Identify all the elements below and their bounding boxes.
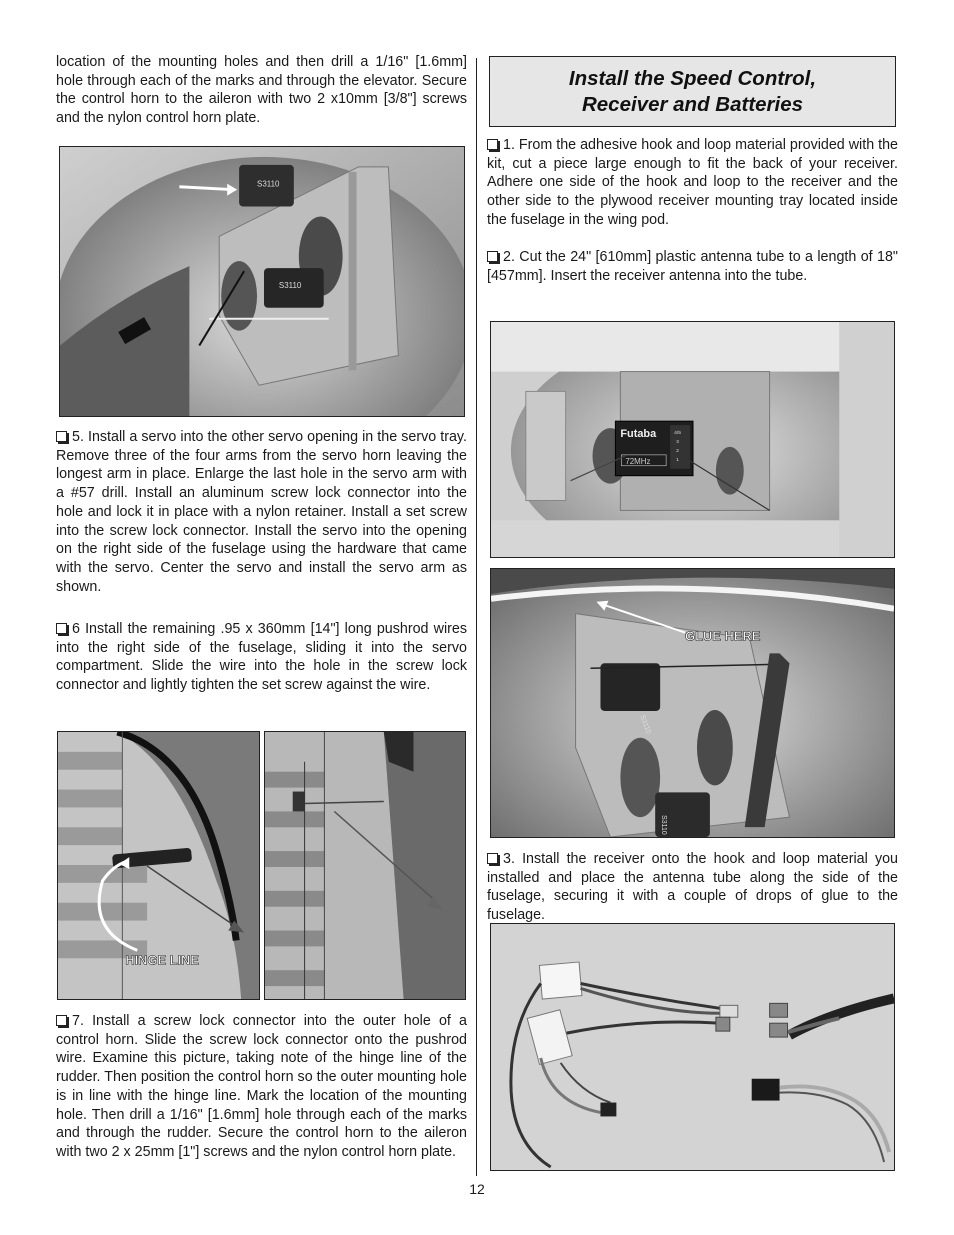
section-heading-line-1: Install the Speed Control, [568,66,817,90]
speed-control-wiring-photo [490,923,895,1171]
receiver-tray-photo [490,321,895,558]
column-divider [476,58,477,1176]
rudder-horn-photo-right [264,731,466,1000]
receiver-brand: Futaba [620,428,657,441]
receiver-channel-1: 4/5 [674,431,681,437]
intro-paragraph: location of the mounting holes and then drill a 1/16" [1.6mm] hole through each of the marks and through the elevator. Secure the control horn to the aileron with two 2 x10mm [3/8"] screws and the nylon control horn plate. [56,54,467,127]
servo-label-2: S3110 [278,280,302,290]
step-7: 7. Install a screw lock connector into the outer hole of a control horn. Slide the screw lock connector onto the pushrod wire. Examine this picture, taking note of the hinge line of the rudder. Then position the control horn so the outer mounting hole is in line with the hinge line. Mark the location of the mounting hole. Then drill a 1/16" [1.6mm] hole through each of the marks and through the rudder. Secure the control horn to the aileron with two 2 x 25mm [1"] screws and the nylon control horn plate. [56,1013,467,1160]
checkbox-step-7[interactable] [56,1015,67,1026]
servo-label-1: S3110 [257,179,280,189]
receiver-channel-3: 2 [676,448,679,454]
page-number: 12 [469,1181,485,1197]
servo-tray-photo [59,146,465,417]
glue-here-callout: GLUE HERE [685,628,761,644]
step-1: 1. From the adhesive hook and loop material provided with the kit, cut a piece large enough to fit the back of your receiver. Adhere one side of the hook and loop to the receiver and the other side to the plywood receiver mounting tray located inside the fuselage in the wing pod. [487,137,898,228]
hinge-line-callout: HINGE LINE [125,952,199,968]
rudder-horn-photo-left [57,731,260,1000]
checkbox-step-3[interactable] [487,853,498,864]
step-3: 3. Install the receiver onto the hook and loop material you installed and place the antenna tube along the side of the fuselage, securing it with a couple of drops of glue to the fuselage. [487,851,898,924]
checkbox-step-1[interactable] [487,139,498,150]
step-5: 5. Install a servo into the other servo opening in the servo tray. Remove three of the four arms from the servo horn leaving the longest arm in place. Enlarge the last hole in the servo arm with a #57 drill. Install an aluminum screw lock connector into the hole and lock it in place with a nylon retainer. Install a set screw into the screw lock connector. Install the servo into the opening on the right side of the fuselage using the hardware that came with the servo. Center the servo and install the servo arm as shown. [56,429,467,595]
glue-antenna-photo [490,568,895,838]
step-6: 6 Install the remaining .95 x 360mm [14"] long pushrod wires into the right side of the fuselage, sliding it into the servo compartment. Slide the wire into the hole in the screw lock connector and lightly tighten the set screw against the wire. [56,621,467,694]
servo-label-3: S3110 [638,714,652,735]
section-heading-line-2: Receiver and Batteries [581,92,804,116]
receiver-channel-2: 3 [676,439,679,445]
checkbox-step-2[interactable] [487,251,498,262]
receiver-freq: 72MHz [625,456,651,466]
step-2: 2. Cut the 24" [610mm] plastic antenna tube to a length of 18" [457mm]. Insert the receiver antenna into the tube. [487,249,898,284]
checkbox-step-5[interactable] [56,431,67,442]
checkbox-step-6[interactable] [56,623,67,634]
servo-label-4: S3110 [660,815,668,835]
section-heading [489,56,896,127]
receiver-channel-4: 1 [676,457,679,463]
